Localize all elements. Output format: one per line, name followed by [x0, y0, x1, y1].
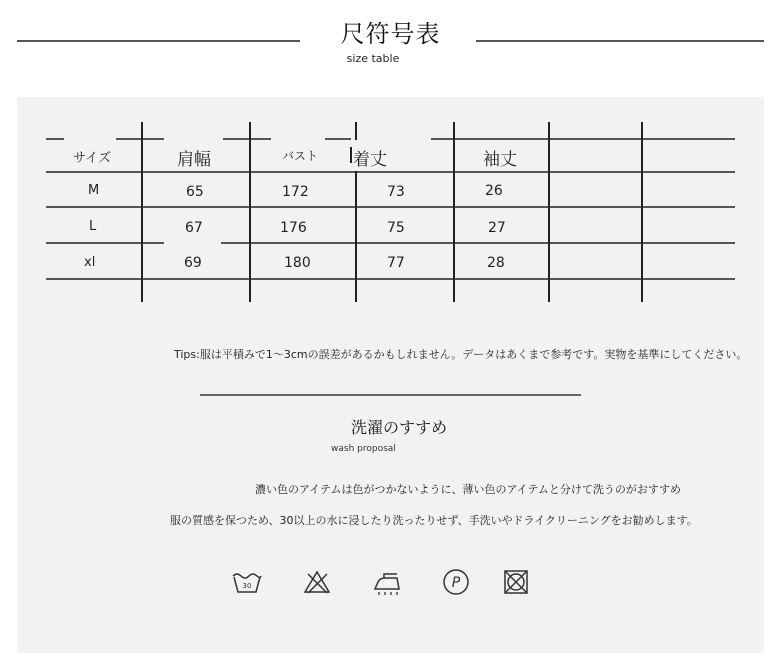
wash-instruction-1: 濃い色のアイテムは色がつかないように、薄い色のアイテムと分けて洗うのがおすすめ [255, 483, 682, 496]
table-column-rule [548, 122, 550, 302]
cell-value: 26 [485, 183, 503, 199]
page-title: 尺符号表 [340, 20, 441, 48]
table-rule-top-segment [325, 138, 351, 140]
table-rule-segment [521, 242, 735, 244]
table-column-rule [249, 122, 251, 302]
table-rule [46, 206, 735, 208]
section-divider [200, 394, 581, 396]
table-column-rule [355, 171, 357, 302]
header-shoulder: 肩幅 [177, 150, 211, 170]
table-column-rule [453, 122, 455, 302]
cell-value: 73 [387, 184, 405, 200]
cell-value: 180 [284, 255, 311, 271]
table-column-rule [141, 122, 143, 302]
table-rule [46, 171, 735, 173]
row-size-label: M [88, 183, 100, 198]
cell-value: 67 [185, 220, 203, 236]
table-rule-segment [221, 242, 521, 244]
dry-clean-letter: P [451, 575, 461, 591]
iron-icon [371, 567, 403, 597]
header-bust: バスト [282, 149, 319, 163]
table-rule-segment [46, 242, 164, 244]
bottom-margin [0, 653, 781, 659]
no-tumble-dry-icon [500, 567, 532, 597]
cell-value: 69 [184, 255, 202, 271]
dry-clean-p-icon [440, 567, 472, 597]
cell-value: 27 [488, 220, 506, 236]
table-rule-top-segment [431, 138, 735, 140]
table-cursor-mark [350, 147, 352, 163]
no-bleach-icon [301, 567, 333, 597]
cell-value: 77 [387, 255, 405, 271]
cell-value: 176 [280, 220, 307, 236]
wash-30-icon [231, 567, 263, 597]
measurement-tips: Tips:服は平積みで1～3cmの誤差があるかもしれません。データはあくまで参考です。実物を基準にしてください。 [174, 348, 748, 361]
cell-value: 172 [282, 184, 309, 200]
row-size-label: L [89, 219, 97, 234]
table-column-rule [641, 122, 643, 302]
wash-title: 洗濯のすすめ [351, 418, 448, 437]
wash-temperature: 30 [242, 582, 252, 590]
wash-instruction-2: 服の質感を保つため、30以上の水に浸したり洗ったりせず、手洗いやドライクリーニングをお勧めします。 [170, 514, 698, 527]
table-column-rule [355, 122, 357, 140]
table-rule-bottom [46, 278, 735, 280]
cell-value: 28 [487, 255, 505, 271]
cell-value: 65 [186, 184, 204, 200]
table-rule-top-segment [223, 138, 271, 140]
table-rule-top-segment [116, 138, 164, 140]
row-size-label: xl [84, 255, 96, 270]
header-sleeve: 袖丈 [483, 150, 517, 170]
wash-subtitle: wash proposal [331, 444, 396, 454]
table-rule-top-segment [46, 138, 64, 140]
cell-value: 75 [387, 220, 405, 236]
size-table [0, 0, 781, 320]
header-length: 着丈 [353, 150, 387, 170]
page-subtitle: size table [346, 52, 400, 65]
header-size: サイズ [73, 151, 111, 166]
